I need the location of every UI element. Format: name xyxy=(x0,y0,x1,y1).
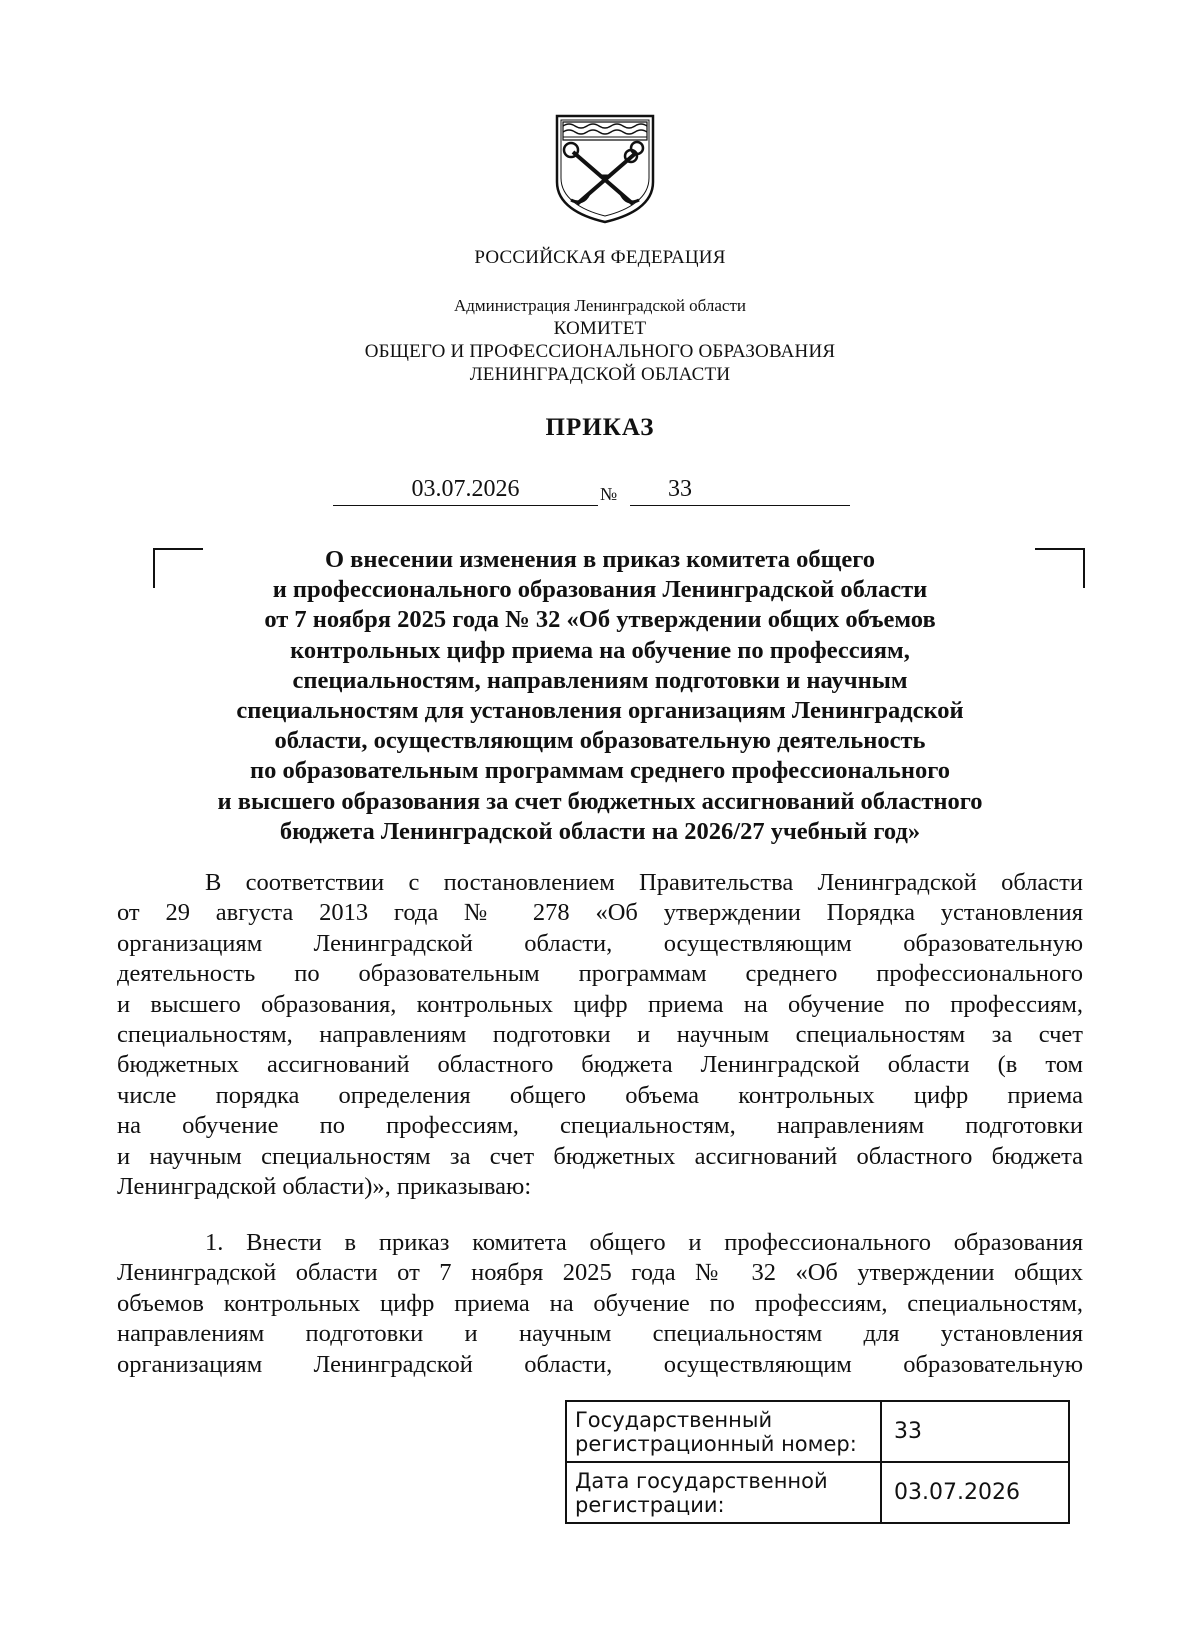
committee-line: КОМИТЕТ xyxy=(553,318,647,339)
paragraph-line: специальностям, направлениям подготовки и научным специальностям за счет xyxy=(117,1021,1083,1049)
number-sign: № xyxy=(600,484,618,504)
date-number-line xyxy=(0,472,1200,506)
paragraph-line: 1. Внести в приказ комитета общего и профессионального образования xyxy=(205,1229,1083,1256)
paragraph-line: бюджетных ассигнований областного бюджета Ленинградской области (в том xyxy=(117,1051,1083,1079)
country-heading: РОССИЙСКАЯ ФЕДЕРАЦИЯ xyxy=(474,247,726,268)
paragraph-line: Ленинградской области)», приказываю: xyxy=(117,1173,532,1201)
title-line: контрольных цифр приема на обучение по профессиям, xyxy=(290,636,910,664)
title-line: и высшего образования за счет бюджетных ассигнований областного xyxy=(217,787,983,815)
paragraph-line: организациям Ленинградской области, осуществляющим образовательную xyxy=(117,929,1083,957)
paragraph-line: направлениям подготовки и научным специальностям для установления xyxy=(117,1320,1083,1348)
committee-line: ОБЩЕГО И ПРОФЕССИОНАЛЬНОГО ОБРАЗОВАНИЯ xyxy=(364,341,836,362)
table-row xyxy=(566,1401,1069,1462)
committee-line: ЛЕНИНГРАДСКОЙ ОБЛАСТИ xyxy=(469,364,731,385)
paragraph-line: от 29 августа 2013 года № 278 «Об утверждении Порядка установления xyxy=(117,899,1083,927)
title-line: специальностям для установления организациям Ленинградской xyxy=(236,697,964,725)
document-type-heading: ПРИКАЗ xyxy=(545,414,655,441)
paragraph-line: и научным специальностям за счет бюджетных ассигнований областного бюджета xyxy=(117,1142,1083,1170)
reg-number-label: Государственный регистрационный номер: xyxy=(566,1401,881,1462)
title-line: по образовательным программам среднего профессионального xyxy=(250,757,950,785)
title-line: и профессионального образования Ленинградской области xyxy=(272,576,928,604)
order-date: 03.07.2026 xyxy=(333,472,598,506)
title-line: специальностям, направлениям подготовки и научным xyxy=(292,666,908,694)
title-line: области, осуществляющим образовательную деятельность xyxy=(274,727,926,755)
paragraph-line: объемов контрольных цифр приема на обучение по профессиям, специальностям, xyxy=(117,1289,1083,1317)
paragraph-line: и высшего образования, контрольных цифр приема на обучение по профессиям, xyxy=(117,990,1083,1018)
order-number: 33 xyxy=(630,472,850,506)
reg-date-label: Дата государственной регистрации: xyxy=(566,1462,881,1523)
title-corner-right xyxy=(1035,548,1085,588)
paragraph-line: Ленинградской области от 7 ноября 2025 года № 32 «Об утверждении общих xyxy=(117,1259,1083,1287)
reg-number-value: 33 xyxy=(881,1401,1069,1462)
paragraph-line: на обучение по профессиям, специальностям, направлениям подготовки xyxy=(117,1112,1083,1140)
administration-heading: Администрация Ленинградской области xyxy=(453,296,746,315)
paragraph-line: В соответствии с постановлением Правительства Ленинградской области xyxy=(205,869,1083,896)
paragraph-line: организациям Ленинградской области, осуществляющим образовательную xyxy=(117,1350,1083,1378)
coat-of-arms-icon xyxy=(551,112,659,224)
registration-stamp-table xyxy=(565,1400,1070,1524)
paragraph-line: деятельность по образовательным программам среднего профессионального xyxy=(117,960,1083,988)
clause-1-paragraph xyxy=(117,1228,1083,1380)
title-line: бюджета Ленинградской области на 2026/27 учебный год» xyxy=(279,817,921,845)
paragraph-line: числе порядка определения общего объема контрольных цифр приема xyxy=(117,1081,1083,1109)
title-line: О внесении изменения в приказ комитета общего xyxy=(324,546,875,573)
table-row xyxy=(566,1462,1069,1523)
reg-date-value: 03.07.2026 xyxy=(881,1462,1069,1523)
title-line: от 7 ноября 2025 года № 32 «Об утверждении общих объемов xyxy=(264,606,936,634)
order-title xyxy=(160,545,1040,847)
preamble-paragraph xyxy=(117,868,1083,1202)
